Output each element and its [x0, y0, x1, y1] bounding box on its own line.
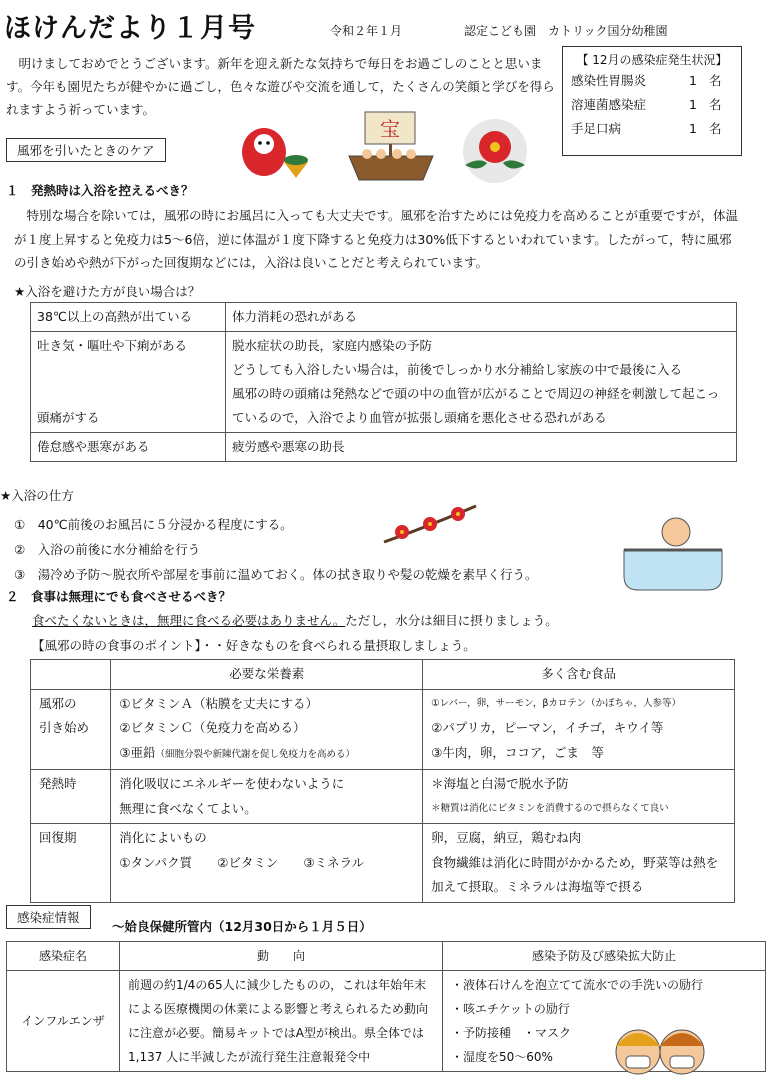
column-header: 感染予防及び感染拡大防止: [443, 942, 766, 971]
section2-heading: ２ 食事は無理にでも食べさせるべき？: [6, 589, 232, 604]
table-row: 38℃以上の高熱が出ている 体力消耗の恐れがある: [31, 303, 737, 332]
table-row: [7, 942, 766, 971]
table-row: [31, 660, 735, 690]
column-header: 感染症名: [7, 942, 120, 971]
infection-status-box: [562, 46, 742, 156]
meal-table: [30, 659, 735, 903]
masked-children-illustration: [610, 1022, 710, 1082]
status-row: 手足口病 1 名: [571, 120, 722, 136]
table-row: 風邪の 引き始め ①ビタミンＡ（粘膜を丈夫にする） ②ビタミンＣ（免疫力を高める） ③亜鉛（細胞分裂や新陳代謝を促し免疫力を高める） ①レバー，卵，サーモン，βカロテン（かぼちゃ，人参等） ②パプリカ，ピーマン，イチゴ，キウイ等 ③牛肉，卵，ココア，ごま 等: [31, 689, 735, 770]
bath-child-illustration: [618, 510, 728, 595]
status-row: 感染性胃腸炎 1 名: [571, 72, 722, 88]
school-name: 認定こども園 カトリック国分幼稚園: [464, 24, 668, 38]
infection-status-title: 【 12月の感染症発生状況】: [576, 53, 728, 67]
avoid-bath-table: [30, 302, 737, 462]
column-header: 多く含む食品: [423, 660, 735, 690]
table-row: 発熱時 消化吸収にエネルギーを使わないように 無理に食べなくてよい。 ＊海塩と白湯で脱水予防 ＊糖質は消化にビタミンを消費するので摂らなくて良い: [31, 770, 735, 824]
list-item: ② 入浴の前後に水分補給を行う: [14, 542, 201, 557]
section2-lead: 食べたくないときは，無理に食べる必要はありません。ただし，水分は細目に摂りましょう。: [32, 613, 558, 628]
camellia-illustration: [455, 115, 535, 187]
issue-date: 令和２年１月: [330, 24, 403, 38]
meal-points: 【風邪の時の食事のポイント】・・好きなものを食べられる量摂取しましょう。: [32, 638, 476, 653]
column-header: 必要な栄養素: [111, 660, 423, 690]
svg-text:宝: 宝: [380, 117, 400, 141]
treasure-ship-illustration: [345, 108, 437, 186]
list-item: ③ 湯冷め予防～脱衣所や部屋を事前に温めておく。体の拭き取りや髪の乾燥を素早く行う。: [14, 567, 538, 582]
list-item: ① 40℃前後のお風呂に５分浸かる程度にする。: [14, 517, 293, 532]
avoid-bath-heading: ★入浴を避けた方が良い場合は？: [14, 284, 201, 299]
how-to-bathe-heading: ★入浴の仕方: [0, 488, 74, 503]
newsletter-title: ほけんだより１月号: [4, 13, 256, 44]
infection-info-heading: ～姶良保健所管内（12月30日から１月５日）: [112, 919, 372, 934]
intro-text: 明けましておめでとうございます。新年を迎え新たな気持ちで毎日をお過ごしのことと思います。今年も園児たちが健やかに過ごし，色々な遊びや交流を通して，たくさんの笑顔と学びを得られますよう祈っています。: [6, 56, 555, 117]
table-row: 倦怠感や悪寒がある 疲労感や悪寒の助長: [31, 433, 737, 462]
daruma-top-illustration: [236, 122, 316, 182]
table-row: 回復期 消化によいもの ①タンパク質 ②ビタミン ③ミネラル 卵，豆腐，納豆，鶏むね肉 食物繊維は消化に時間がかかるため，野菜等は熱を加えて摂取。ミネラルは海塩等で摂る: [31, 824, 735, 903]
how-to-bathe-list: [14, 512, 538, 587]
section1-body: 特別な場合を除いては，風邪の時にお風呂に入っても大丈夫です。風邪を治すためには免疫力を高めることが重要ですが，体温が１度上昇すると免疫力は5～6倍，逆に体温が１度下降すると免疫力は30%低下するといわれています。したがって，特に風邪の引き始めや熱が下がった回復期などには，入浴は良いことだと考えられています。: [14, 208, 739, 270]
care-section-label: 風邪を引いたときのケア: [6, 138, 166, 162]
status-row: 溶連菌感染症 1 名: [571, 96, 722, 112]
column-header: 動 向: [120, 942, 443, 971]
section1-heading: １ 発熱時は入浴を控えるべき？: [6, 183, 194, 198]
infection-info-label: 感染症情報: [6, 905, 91, 929]
table-row: インフルエンザ 前週の約1/4の65人に減少したものの，これは年始年末による医療機関の休業による影響と考えられるため動向に注意が必要。簡易キットではA型が検出。県全体では 1,137 人に半減したが流行発生注意報発令中 ・液体石けんを泡立てて流水での手洗いの励行 ・咳エチケットの励行 ・予防接種 ・マスク ・湿度を50～60%: [7, 971, 766, 1072]
table-row: 吐き気・嘔吐や下痢がある 頭痛がする 脱水症状の助長，家庭内感染の予防 どうしても入浴したい場合は，前後でしっかり水分補給し家族の中で最後に入る 風邪の時の頭痛は発熱などで頭の中の血管が広がることで周辺の神経を刺激して起こっているので，入浴でより血管が拡張し頭痛を悪化させる恐れがある: [31, 332, 737, 433]
